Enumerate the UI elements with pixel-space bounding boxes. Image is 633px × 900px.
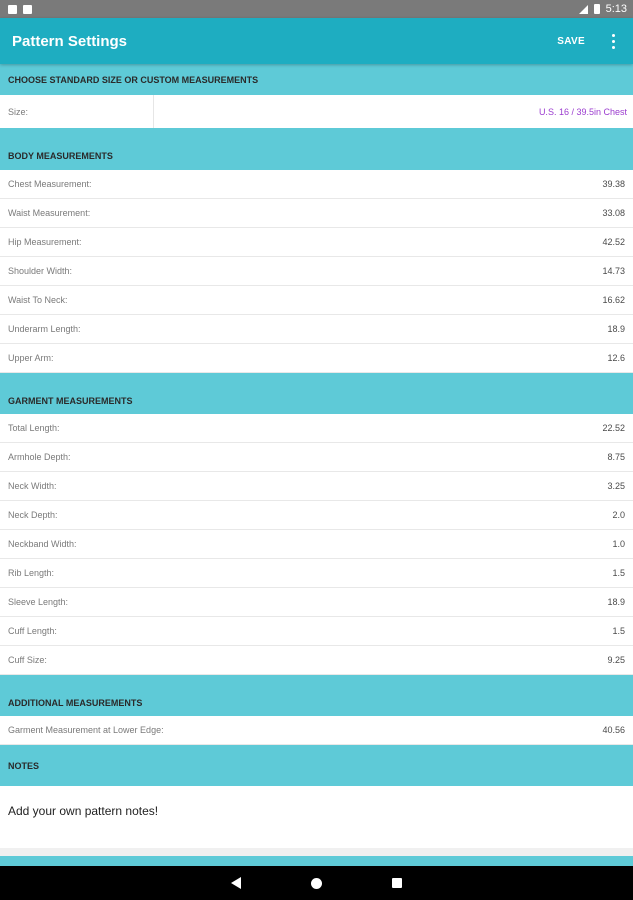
measurement-label: Upper Arm: — [8, 353, 54, 363]
measurement-label: Armhole Depth: — [8, 452, 71, 462]
measurement-row[interactable] — [0, 170, 633, 199]
measurement-value[interactable]: 22.52 — [602, 423, 625, 433]
measurement-label: Neckband Width: — [8, 539, 77, 549]
additional-measurements-list — [0, 716, 633, 745]
more-vert-icon[interactable] — [603, 26, 623, 56]
measurement-row[interactable] — [0, 443, 633, 472]
measurement-row[interactable] — [0, 414, 633, 443]
measurement-value[interactable]: 18.9 — [607, 597, 625, 607]
measurement-row[interactable] — [0, 588, 633, 617]
measurement-row[interactable] — [0, 716, 633, 745]
measurement-label: Total Length: — [8, 423, 60, 433]
measurement-value[interactable]: 16.62 — [602, 295, 625, 305]
measurement-value[interactable]: 1.5 — [612, 568, 625, 578]
measurement-label: Neck Width: — [8, 481, 57, 491]
garment-measurements-list — [0, 414, 633, 675]
measurement-value[interactable]: 2.0 — [612, 510, 625, 520]
section-header-garment: GARMENT MEASUREMENTS — [0, 373, 633, 414]
measurement-row[interactable] — [0, 228, 633, 257]
measurement-value[interactable]: 9.25 — [607, 655, 625, 665]
measurement-value[interactable]: 39.38 — [602, 179, 625, 189]
measurement-value[interactable]: 1.0 — [612, 539, 625, 549]
section-header-notes: NOTES — [0, 745, 633, 786]
back-icon[interactable] — [231, 877, 241, 889]
section-header-body: BODY MEASUREMENTS — [0, 128, 633, 170]
signal-icon — [579, 5, 588, 14]
measurement-label: Waist Measurement: — [8, 208, 91, 218]
measurement-label: Neck Depth: — [8, 510, 58, 520]
measurement-value[interactable]: 18.9 — [607, 324, 625, 334]
measurement-label: Hip Measurement: — [8, 237, 82, 247]
measurement-row[interactable] — [0, 286, 633, 315]
recent-apps-icon[interactable] — [392, 878, 402, 888]
measurement-row[interactable] — [0, 199, 633, 228]
measurement-row[interactable] — [0, 530, 633, 559]
section-header-size: CHOOSE STANDARD SIZE OR CUSTOM MEASUREMENTS — [0, 64, 633, 95]
size-label: Size: — [0, 95, 154, 128]
measurement-row[interactable] — [0, 344, 633, 373]
measurement-value[interactable]: 12.6 — [607, 353, 625, 363]
status-bar — [0, 0, 633, 18]
page-title: Pattern Settings — [12, 32, 128, 50]
measurement-row[interactable] — [0, 315, 633, 344]
body-measurements-list — [0, 170, 633, 373]
measurement-label: Cuff Size: — [8, 655, 47, 665]
measurement-value[interactable]: 33.08 — [602, 208, 625, 218]
measurement-value[interactable]: 42.52 — [602, 237, 625, 247]
measurement-label: Rib Length: — [8, 568, 55, 578]
measurement-value[interactable]: 14.73 — [602, 266, 625, 276]
save-button[interactable]: SAVE — [557, 35, 585, 47]
measurement-label: Chest Measurement: — [8, 179, 92, 189]
app-bar — [0, 18, 633, 64]
battery-icon — [594, 4, 600, 14]
navigation-bar — [0, 866, 633, 900]
measurement-label: Waist To Neck: — [8, 295, 68, 305]
measurement-label: Garment Measurement at Lower Edge: — [8, 725, 164, 735]
settings-list[interactable] — [0, 64, 633, 866]
notes-field[interactable]: Add your own pattern notes! — [0, 786, 633, 848]
measurement-label: Cuff Length: — [8, 626, 57, 636]
measurement-row[interactable] — [0, 617, 633, 646]
measurement-row[interactable] — [0, 472, 633, 501]
measurement-row[interactable] — [0, 257, 633, 286]
measurement-row[interactable] — [0, 559, 633, 588]
section-header-additional: ADDITIONAL MEASUREMENTS — [0, 675, 633, 716]
measurement-value[interactable]: 3.25 — [607, 481, 625, 491]
measurement-label: Sleeve Length: — [8, 597, 69, 607]
size-select[interactable]: U.S. 16 / 39.5in Chest — [538, 106, 627, 117]
measurement-value[interactable]: 1.5 — [612, 626, 625, 636]
status-time: 5:13 — [605, 3, 627, 15]
measurement-row[interactable] — [0, 501, 633, 530]
home-icon[interactable] — [311, 878, 322, 889]
measurement-label: Shoulder Width: — [8, 266, 73, 276]
measurement-row[interactable] — [0, 646, 633, 675]
measurement-label: Underarm Length: — [8, 324, 81, 334]
size-row — [0, 95, 633, 128]
notification-icon — [23, 5, 32, 14]
measurement-value[interactable]: 40.56 — [602, 725, 625, 735]
divider — [0, 848, 633, 856]
measurement-value[interactable]: 8.75 — [607, 452, 625, 462]
notification-icon — [8, 5, 17, 14]
